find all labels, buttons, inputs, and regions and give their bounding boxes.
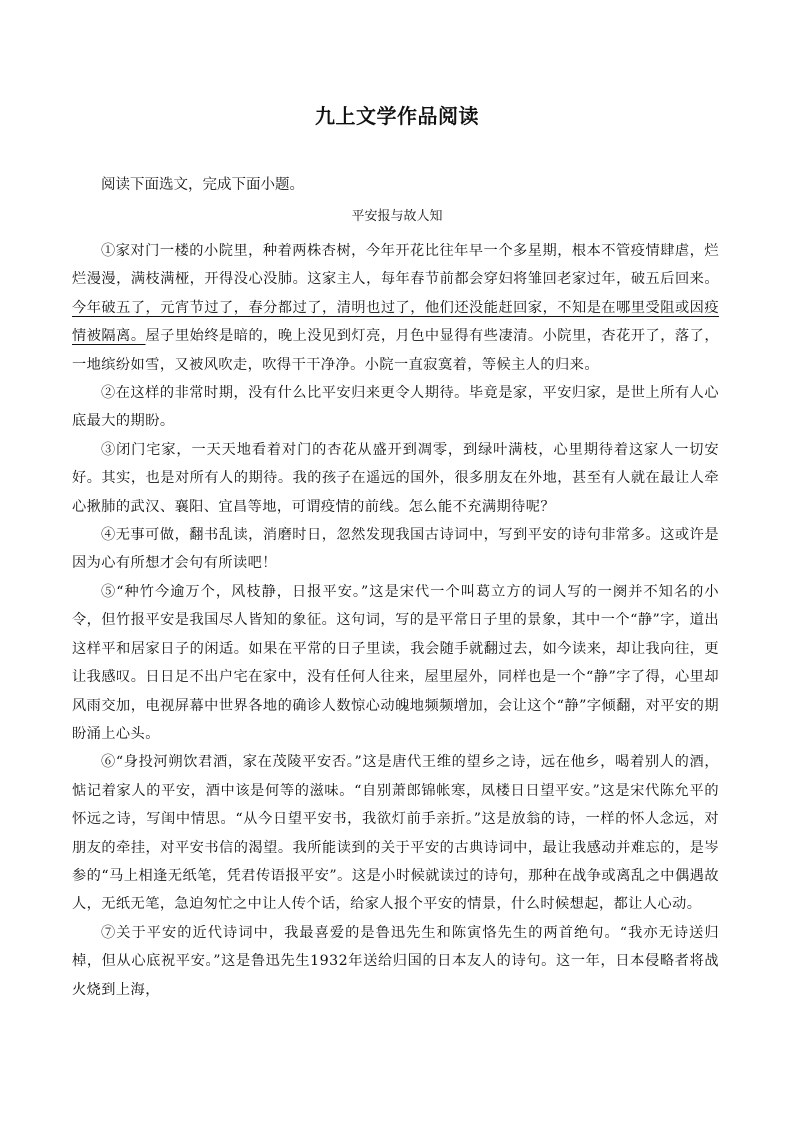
- paragraph-4: ④无事可做，翻书乱读，消磨时日，忽然发现我国古诗词中，写到平安的诗句非常多。这或许是因为心有所想才会句有所读吧！: [72, 527, 719, 572]
- paragraph-1-text-end: 屋子里始终是暗的，晚上没见到灯亮，月色中显得有些凄清。小院里，杏花开了，落了，一地缤纷如雪，又被风吹走，吹得干干净净。小院一直寂寞着，等候主人的归来。: [72, 328, 719, 373]
- document-title: 九上文学作品阅读: [315, 104, 479, 128]
- paragraph-1: [72, 237, 719, 379]
- article-title: 平安报与故人知: [351, 209, 443, 224]
- paragraph-7: ⑦关于平安的近代诗词中，我最喜爱的是鲁迅先生和陈寅恪先生的两首绝句。“我亦无诗送归棹，但从心底祝平安。”这是鲁迅先生1932年送给归国的日本友人的诗句。这一年，日本侵略者将战火烧到上海，: [72, 924, 719, 998]
- paragraph-6: ⑥“身投河朔饮君酒，家在茂陵平安否。”这是唐代王维的望乡之诗，远在他乡，喝着别人的酒，惦记着家人的平安，酒中该是何等的滋味。“自别萧郎锦帐寒，凤楼日日望平安。”这是宋代陈允平的怀远之诗，写闺中情思。“从今日望平安书，我欲灯前手亲折。”这是放翁的诗，一样的怀人念远，对朋友的牵挂，对平安书信的渴望。我所能读到的关于平安的古典诗词中，最让我感动并难忘的，是岑参的“马上相逢无纸笔，凭君传语报平安”。这是小时候就读过的诗句，那种在战争或离乱之中偶遇故人，无纸无笔，急迫匆忙之中让人传个话，给家人报个平安的情景，什么时候想起，都让人心动。: [72, 754, 719, 913]
- paragraph-2: ②在这样的非常时期，没有什么比平安归来更令人期待。毕竟是家，平安归家，是世上所有人心底最大的期盼。: [72, 385, 719, 430]
- paragraph-1-text: ①家对门一楼的小院里，种着两株杏树，今年开花比往年早一个多星期，根本不管疫情肆虐，烂烂漫漫，满枝满桠，开得没心没肺。这家主人，每年春节前都会穿妇将雏回老家过年，破五后回来。: [72, 243, 719, 288]
- underlined-sentence: 今年破五了，元宵节过了，春分都过了，清明也过了，他们还没能赶回家，不知是在哪里受阻或因疫情被隔离。: [72, 299, 719, 345]
- paragraph-3: ③闭门宅家，一天天地看着对门的杏花从盛开到凋零，到绿叶满枝，心里期待着这家人一切安好。其实，也是对所有人的期待。我的孩子在遥远的国外，很多朋友在外地，甚至有人就在最让人牵心揪肺的武汉、襄阳、宜昌等地，可谓疫情的前线。怎么能不充满期待呢？: [72, 441, 719, 515]
- article-body: [72, 237, 719, 1004]
- paragraph-5: ⑤“种竹今逾万个，风枝静，日报平安。”这是宋代一个叫葛立方的词人写的一阕并不知名的小令，但竹报平安是我国尽人皆知的象征。这句词，写的是平常日子里的景象，其中一个“静”字，道出这样平和居家日子的闲适。如果在平常的日子里读，我会随手就翻过去，如今读来，却让我向往，更让我感叹。日日足不出户宅在家中，没有任何人往来，屋里屋外，同样也是一个“静”字了得，心里却风雨交加，电视屏幕中世界各地的确诊人数惊心动魄地频频增加，会让这个“静”字倾翻，对平安的期盼涌上心头。: [72, 583, 719, 742]
- reading-instruction: 阅读下面选文，完成下面小题。: [101, 177, 304, 193]
